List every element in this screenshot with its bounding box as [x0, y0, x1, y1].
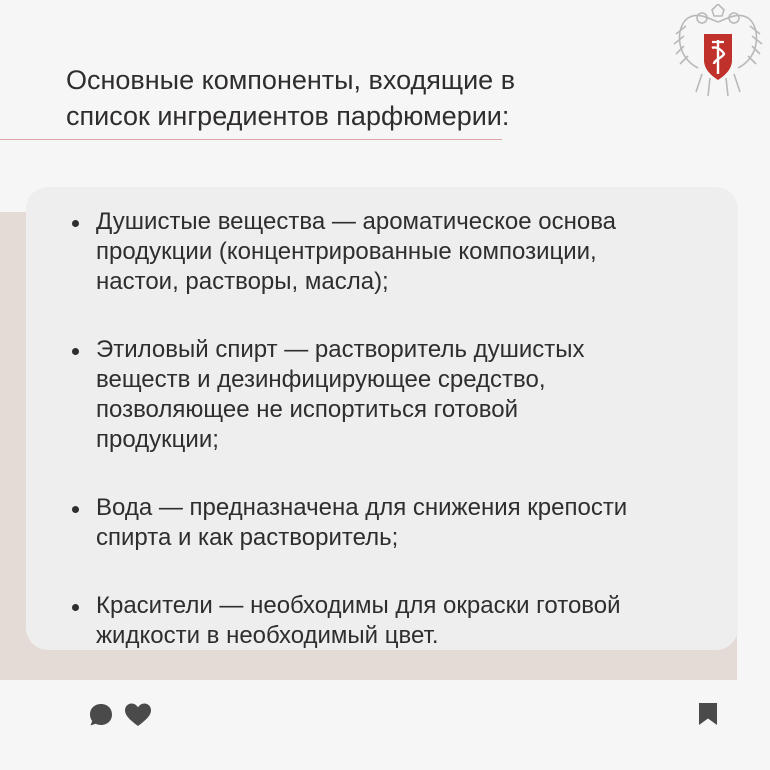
- item-line: настои, растворы, масла);: [96, 268, 389, 295]
- item-line: Этиловый спирт — растворитель душистых: [96, 336, 585, 363]
- title-divider: [0, 139, 502, 140]
- list-item: [70, 493, 730, 553]
- item-line: позволяющее не испортиться готовой: [96, 396, 518, 423]
- item-line: веществ и дезинфицирующее средство,: [96, 366, 546, 393]
- page-title: [66, 62, 626, 134]
- item-line: Вода — предназначена для снижения крепости: [96, 494, 628, 521]
- item-line: Душистые вещества — ароматическое основа: [96, 208, 617, 235]
- item-line: спирта и как растворитель;: [96, 524, 399, 551]
- bullet-icon: [72, 220, 79, 227]
- title-line-2: список ингредиентов парфюмерии:: [66, 101, 510, 131]
- list-item: [70, 591, 730, 651]
- bullet-icon: [72, 348, 79, 355]
- item-line: Красители — необходимы для окраски готовой: [96, 592, 621, 619]
- double-headed-eagle-emblem-icon: [672, 4, 764, 104]
- bullet-icon: [72, 506, 79, 513]
- item-line: жидкости в необходимый цвет.: [96, 622, 439, 649]
- ingredient-list: [70, 207, 730, 689]
- comment-icon[interactable]: [88, 702, 114, 728]
- list-item: [70, 335, 730, 455]
- item-line: продукции;: [96, 426, 219, 453]
- title-line-1: Основные компоненты, входящие в: [66, 65, 516, 95]
- item-line: продукции (концентрированные композиции,: [96, 238, 597, 265]
- bookmark-icon[interactable]: [698, 702, 718, 726]
- bullet-icon: [72, 604, 79, 611]
- list-item: [70, 207, 730, 297]
- heart-icon[interactable]: [124, 702, 152, 728]
